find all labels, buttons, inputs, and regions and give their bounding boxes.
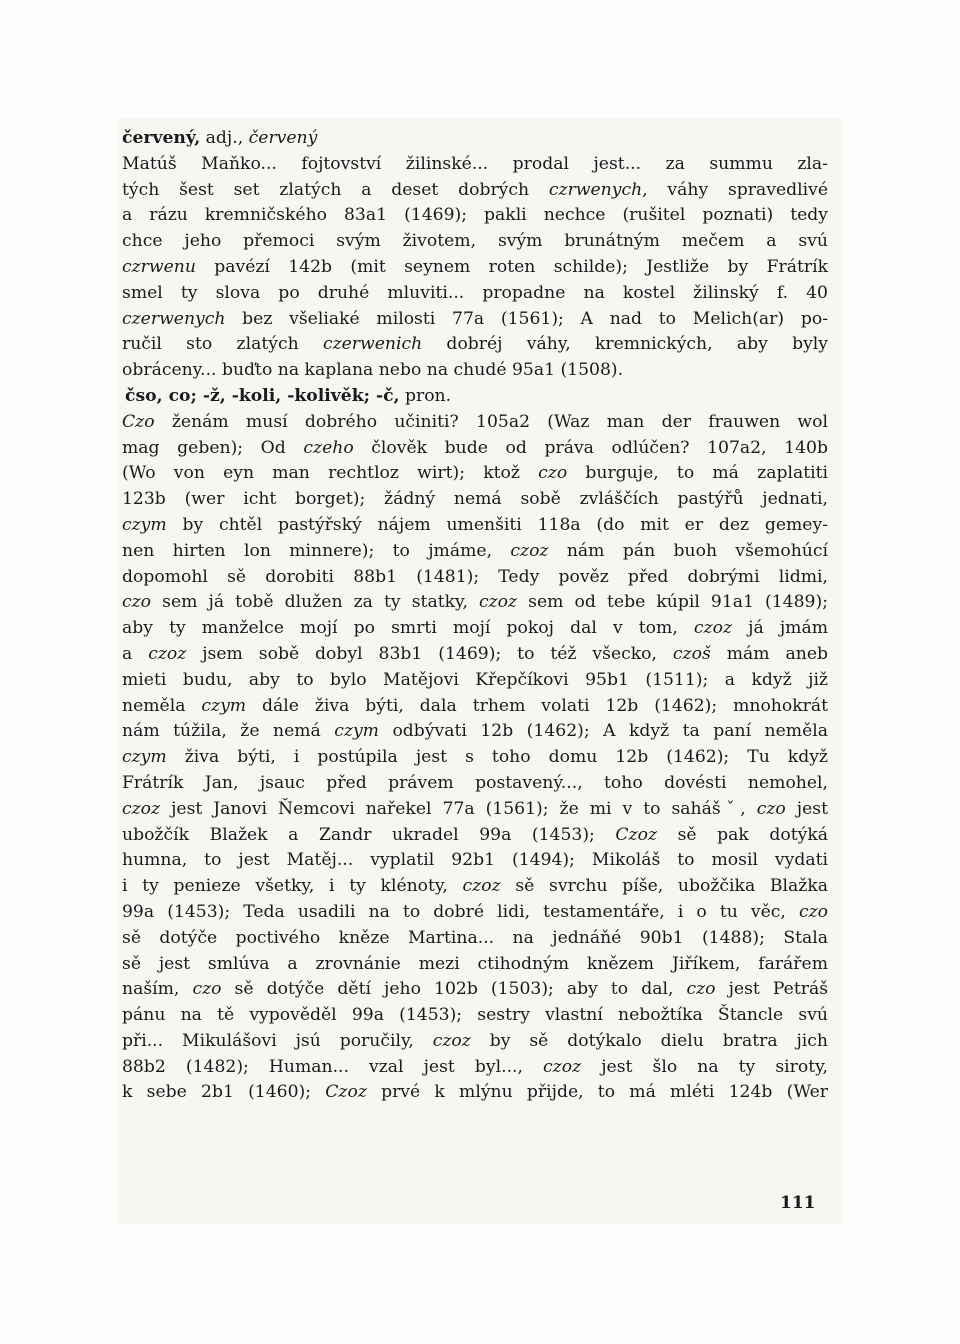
text-segment: bez všeliaké milosti 77a (1561); A nad to Melich(ar) po- bbox=[225, 308, 828, 329]
text-line bbox=[122, 797, 828, 823]
italic-citation: červený bbox=[248, 128, 318, 148]
text-segment: dopomohl sě dorobiti 88b1 (1481); Tedy pověz před dobrými lidmi, bbox=[122, 566, 828, 587]
text-line bbox=[122, 1055, 828, 1081]
italic-citation: czerwenych bbox=[122, 308, 226, 329]
text-line bbox=[122, 539, 828, 565]
page-number: 111 bbox=[780, 1193, 816, 1213]
text-line bbox=[122, 1080, 828, 1106]
text-line bbox=[122, 952, 828, 978]
text-line bbox=[122, 719, 828, 745]
text-segment: humna, to jest Matěj... vyplatil 92b1 (1494); Mikoláš to mosil vydati bbox=[122, 850, 828, 871]
italic-citation: czoz bbox=[479, 592, 518, 613]
text-segment: při... Mikulášovi jsú poručily, bbox=[122, 1030, 433, 1051]
text-segment: Frátrík Jan, jsauc před právem postavený..., toho dovésti nemohel, bbox=[122, 772, 828, 793]
italic-citation: czym bbox=[201, 695, 247, 716]
italic-citation: czo bbox=[756, 798, 786, 819]
text-line bbox=[122, 178, 828, 204]
text-line bbox=[122, 487, 828, 513]
italic-citation: czoz bbox=[510, 540, 549, 561]
text-line bbox=[122, 616, 828, 642]
text-line bbox=[122, 229, 828, 255]
text-segment: sě svrchu píše, ubožčika Blažka bbox=[500, 876, 828, 897]
text-segment: jest bbox=[785, 798, 828, 819]
text-segment: jest Janovi Ňemcovi nařekel 77a (1561); že mi v to sahášˇ, bbox=[160, 798, 757, 819]
italic-citation: czoz bbox=[432, 1030, 471, 1051]
italic-citation: czo bbox=[798, 901, 828, 922]
text-segment: a rázu kremničského 83a1 (1469); pakli nechce (rušitel poznati) tedy bbox=[122, 205, 828, 226]
text-segment: 88b2 (1482); Human... vzal jest byl..., bbox=[122, 1056, 544, 1077]
text-segment: odbývati 12b (1462); A když ta paní neměla bbox=[378, 721, 829, 742]
text-segment: člověk bude od práva odlúčen? 107a2, 140b bbox=[353, 437, 828, 458]
text-line bbox=[122, 203, 828, 229]
italic-citation: czym bbox=[122, 514, 167, 535]
text-line bbox=[122, 977, 828, 1003]
text-segment: sě jest smlúva a zrovnánie mezi ctihodným knězem Jiříkem, farářem bbox=[122, 953, 828, 974]
text-line bbox=[122, 384, 828, 410]
text-segment: naším, bbox=[122, 979, 193, 1000]
text-segment: ručil sto zlatých bbox=[122, 334, 323, 355]
text-line bbox=[122, 152, 828, 178]
italic-citation: czoz bbox=[122, 798, 161, 819]
text-segment: dobréj váhy, kremnických, aby byly bbox=[422, 334, 828, 355]
text-segment: k sebe 2b1 (1460); bbox=[122, 1082, 326, 1103]
text-segment: pron. bbox=[399, 385, 452, 406]
italic-citation: czerwenich bbox=[322, 334, 423, 355]
text-segment: by chtěl pastýřský nájem umenšiti 118a (do mit er dez gemey- bbox=[166, 514, 828, 535]
text-line bbox=[122, 565, 828, 591]
text-segment: sem já tobě dlužen za ty statky, bbox=[151, 592, 479, 613]
italic-citation: czoz bbox=[462, 876, 501, 897]
italic-citation: czoz bbox=[693, 618, 733, 639]
text-segment: smel ty slova po druhé mluviti... propadne na kostel žilinský f. 40 bbox=[122, 282, 828, 303]
italic-citation: czrwenu bbox=[122, 256, 196, 277]
text-line bbox=[122, 126, 828, 152]
text-segment: (Wo von eyn man rechtloz wirt); ktož bbox=[122, 463, 539, 484]
text-segment: 123b (wer icht borget); žádný nemá sobě zvláščích pastýřů jednati, bbox=[122, 489, 828, 510]
text-segment: ženám musí dobrého učiniti? 105a2 (Waz man der frauwen wol bbox=[154, 411, 828, 432]
text-segment: Matúš Maňko... fojtovství žilinské... prodal jest... za summu zla- bbox=[122, 153, 828, 174]
text-segment: jest šlo na ty siroty, bbox=[581, 1056, 828, 1077]
text-segment: živa býti, i postúpila jest s toho domu 12b (1462); Tu když bbox=[166, 747, 828, 768]
italic-citation: czo bbox=[686, 979, 716, 1000]
text-segment: obráceny... buďto na kaplana nebo na chudé 95a1 (1508). bbox=[122, 360, 624, 381]
text-segment: tých šest set zlatých a deset dobrých bbox=[122, 179, 549, 200]
text-segment: chce jeho přemoci svým životem, svým brunátným mečem a svú bbox=[122, 231, 828, 252]
dictionary-text-block bbox=[122, 126, 828, 1106]
text-line bbox=[122, 513, 828, 539]
italic-citation: czo bbox=[192, 979, 222, 1000]
text-line bbox=[122, 590, 828, 616]
text-line bbox=[122, 771, 828, 797]
text-segment: prvé k mlýnu přijde, to má mléti 124b (Wer bbox=[366, 1082, 828, 1103]
text-segment: by sě dotýkalo dielu bratra jich bbox=[470, 1030, 828, 1051]
text-line bbox=[122, 848, 828, 874]
italic-citation: czeho bbox=[303, 437, 354, 458]
text-line bbox=[122, 694, 828, 720]
text-segment: mieti budu, aby to bylo Matějovi Křepčíkovi 95b1 (1511); a když již bbox=[122, 669, 828, 690]
text-segment: aby ty manželce mojí po smrti mojí pokoj dal v tom, bbox=[122, 618, 694, 639]
italic-citation: czrwenych, bbox=[548, 179, 648, 200]
text-segment: pánu na tě vypověděl 99a (1453); sestry vlastní nebožtíka Štancle svú bbox=[122, 1005, 828, 1026]
italic-citation: czoz bbox=[543, 1056, 582, 1077]
text-segment: sě pak dotýká bbox=[657, 824, 828, 845]
text-line bbox=[122, 823, 828, 849]
text-line bbox=[122, 745, 828, 771]
headword: čso, co; -ž, -koli, -kolivěk; -č, bbox=[125, 385, 400, 406]
text-segment: pavézí 142b (mit seynem roten schilde); Jestliže by Frátrík bbox=[195, 256, 828, 277]
italic-citation: czoš bbox=[672, 643, 711, 664]
text-segment: váhy spravedlivé bbox=[647, 179, 828, 200]
text-segment: burguje, to má zaplatiti bbox=[567, 463, 828, 484]
italic-citation: czo bbox=[538, 463, 568, 484]
text-segment: a bbox=[122, 643, 149, 664]
text-line bbox=[122, 332, 828, 358]
text-segment: nám túžila, že nemá bbox=[122, 721, 335, 742]
text-segment: nám pán buoh všemohúcí bbox=[548, 540, 828, 561]
text-line bbox=[122, 926, 828, 952]
text-segment: dále živa býti, dala trhem volati 12b (1462); mnohokrát bbox=[246, 695, 828, 716]
text-segment: sě dotýče dětí jeho 102b (1503); aby to dal, bbox=[221, 979, 687, 1000]
text-line bbox=[122, 410, 828, 436]
text-line bbox=[122, 900, 828, 926]
italic-citation: czym bbox=[334, 721, 379, 742]
text-segment: i ty penieze všetky, i ty klénoty, bbox=[122, 876, 463, 897]
text-segment: adj., bbox=[200, 128, 249, 148]
text-line bbox=[122, 281, 828, 307]
italic-citation: Czo bbox=[122, 411, 155, 432]
text-line bbox=[122, 668, 828, 694]
text-line bbox=[122, 642, 828, 668]
text-line bbox=[122, 307, 828, 333]
text-line bbox=[122, 1029, 828, 1055]
italic-citation: czo bbox=[122, 592, 152, 613]
text-segment: nen hirten lon minnere); to jmáme, bbox=[122, 540, 511, 561]
headword: červený, bbox=[122, 128, 201, 148]
text-line bbox=[122, 358, 828, 384]
text-line bbox=[122, 461, 828, 487]
text-segment: 99a (1453); Teda usadili na to dobré lidi, testamentáře, i o tu věc, bbox=[122, 901, 799, 922]
italic-citation: czym bbox=[122, 747, 167, 768]
text-segment: ubožčík Blažek a Zandr ukradel 99a (1453); bbox=[122, 824, 616, 845]
italic-citation: Czoz bbox=[615, 824, 657, 845]
text-line bbox=[122, 255, 828, 281]
text-line bbox=[122, 874, 828, 900]
text-segment: neměla bbox=[122, 695, 202, 716]
text-segment: jsem sobě dobyl 83b1 (1469); to též všecko, bbox=[186, 643, 673, 664]
text-line bbox=[122, 1003, 828, 1029]
text-segment: sě dotýče poctivého kněze Martina... na jednáňé 90b1 (1488); Stala bbox=[122, 927, 828, 948]
italic-citation: czoz bbox=[148, 643, 187, 664]
text-segment: mag geben); Od bbox=[122, 437, 304, 458]
italic-citation: Czoz bbox=[325, 1082, 367, 1103]
text-segment: sem od tebe kúpil 91a1 (1489); bbox=[517, 592, 828, 613]
text-segment: já jmám bbox=[732, 618, 828, 639]
text-segment: mám aneb bbox=[710, 643, 828, 664]
text-segment: jest Petráš bbox=[715, 979, 829, 1000]
text-line bbox=[122, 436, 828, 462]
